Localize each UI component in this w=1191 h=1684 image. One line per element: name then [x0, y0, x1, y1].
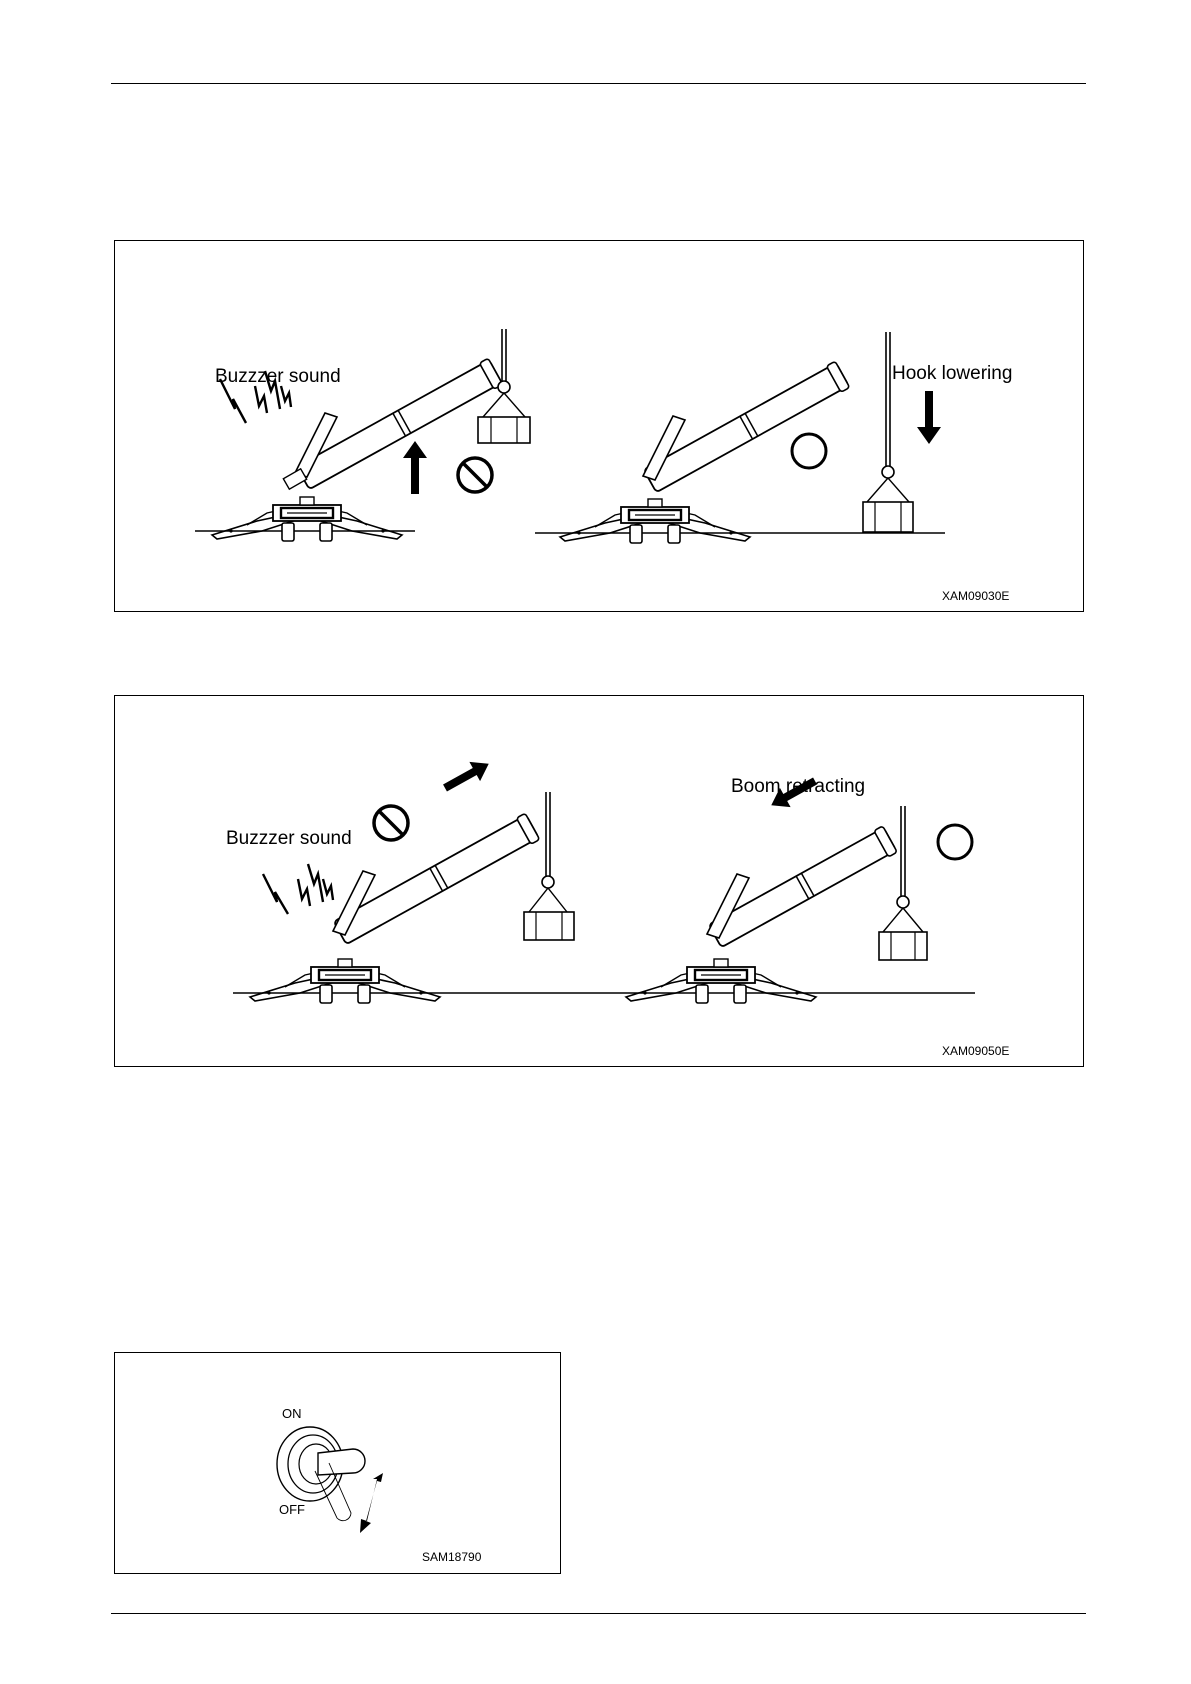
crane-left	[250, 792, 574, 1003]
figure-1-illustration	[115, 241, 1085, 613]
figure-2-right-label: Boom retracting	[731, 776, 866, 797]
toggle-switch-illustration	[115, 1353, 562, 1575]
figure-1-left-label: Buzzzer sound	[215, 366, 341, 387]
allowed-icon	[938, 825, 972, 859]
header-rule	[111, 83, 1086, 84]
figure-1-code: XAM09030E	[942, 589, 1010, 603]
prohibited-icon	[458, 458, 492, 492]
up-arrow-icon	[403, 441, 427, 494]
figure-2-left-label: Buzzzer sound	[226, 828, 352, 849]
extend-arrow-icon	[440, 754, 494, 797]
crane-left	[212, 329, 530, 541]
figure-1-right-label: Hook lowering	[892, 363, 1013, 384]
figure-boom-retracting	[114, 695, 1084, 1067]
footer-rule	[111, 1613, 1086, 1614]
figure-hook-lowering	[114, 240, 1084, 612]
crane-right	[626, 806, 927, 1003]
prohibited-icon	[374, 806, 408, 840]
down-arrow-icon	[917, 391, 941, 444]
buzzer-icon	[263, 864, 333, 914]
figure-3-code: SAM18790	[422, 1550, 482, 1564]
figure-2-illustration	[115, 696, 1085, 1068]
switch-off-label: OFF	[279, 1502, 305, 1517]
switch-on-label: ON	[282, 1406, 302, 1421]
figure-2-code: XAM09050E	[942, 1044, 1010, 1058]
allowed-icon	[792, 434, 826, 468]
figure-toggle-switch	[114, 1352, 561, 1574]
crane-right	[560, 332, 913, 543]
